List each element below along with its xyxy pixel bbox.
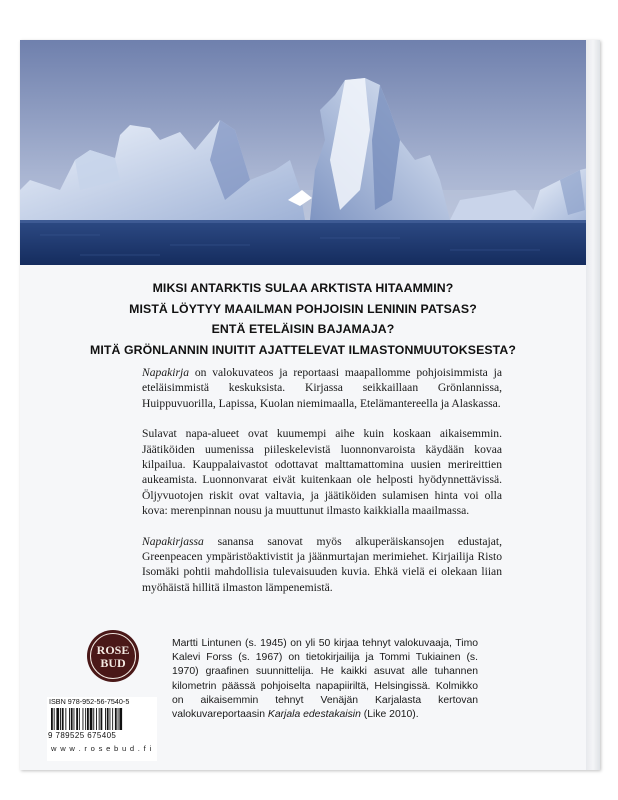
- barcode-bar: [83, 708, 84, 730]
- barcode-bar: [112, 708, 113, 730]
- logo-line-1: ROSE: [96, 643, 130, 657]
- isbn-label: ISBN 978-952-56-7540-5: [49, 697, 130, 706]
- spine-edge: [586, 40, 600, 770]
- barcode-bar: [60, 708, 61, 730]
- barcode-bar: [62, 708, 64, 730]
- barcode-bars: [51, 708, 151, 732]
- barcode-bar: [74, 708, 75, 730]
- barcode-bar: [69, 708, 70, 730]
- barcode-bar: [93, 708, 94, 730]
- logo-line-2: BUD: [100, 656, 126, 670]
- barcode-bar: [110, 708, 111, 730]
- barcode-number: 9 789525 675405: [48, 731, 117, 740]
- barcode-bar: [79, 708, 80, 730]
- book-title-italic: Napakirja: [142, 366, 190, 379]
- book-back-cover: [20, 40, 600, 770]
- cover-photo: [20, 40, 600, 265]
- previous-book-title: Karjala edestakaisin: [267, 709, 361, 721]
- barcode-bar: [105, 708, 106, 730]
- barcode-bar: [51, 708, 53, 730]
- barcode-bar: [71, 708, 73, 730]
- barcode-bar: [115, 708, 117, 730]
- question-line: MIKSI ANTARKTIS SULAA ARKTISTA HITAAMMIN?: [152, 281, 454, 295]
- publisher-website: w w w . r o s e b u d . f i: [51, 744, 152, 753]
- question-line: MISTÄ LÖYTYY MAAILMAN POHJOISIN LENININ PATSAS?: [129, 301, 477, 316]
- barcode-bar: [54, 708, 55, 730]
- barcode-bar: [96, 708, 97, 730]
- barcode-bar: [118, 708, 119, 730]
- barcode-bar: [87, 708, 89, 730]
- barcode-bar: [99, 708, 100, 730]
- blurb-paragraph-2: Sulavat napa-alueet ovat kuumempi aihe kuin koskaan aikaisemmin. Jäätiköiden uumenissa piileskelevistä luonnonvaroista käydään kovaa kilpailua. Kauppalaivastot odottavat malttamattomina uusien merireittien aukeamista. Luonnonvarat eivät kuitenkaan ole helposti hyödynnettävissä. Öljyvuotojen riskit ovat valtavia, ja jäätiköiden sulamisen hinta voi olla kova: merenpinnan nousu ja muuttunut ilmasto kaikkialla maailmassa.: [142, 427, 502, 518]
- barcode-bar: [107, 708, 109, 730]
- blurb-paragraph-1: Napakirja on valokuvateos ja reportaasi maapallomme pohjoisimmista ja eteläisimmistä keskuksista. Kirjassa seikkaillaan Grönlannissa, Huippuvuorilla, Lapissa, Kuolan niemimaalla, Etelämantereella ja Alaskassa.: [142, 366, 502, 410]
- question-line: ENTÄ ETELÄISIN BAJAMAJA?: [211, 322, 395, 336]
- iceberg-image: [20, 40, 600, 265]
- barcode-bar: [76, 708, 78, 730]
- blurb-paragraph-3: Napakirjassa sanansa sanovat myös alkuperäiskansojen edustajat, Greenpeacen ympäristöaktivistit ja jäänmurtajan merimiehet. Kirjailija Risto Isomäki pohtii mahdollisia tulevaisuuden kuvia. Ehkä vielä ei olekaan liian myöhäistä hillitä ilmaston lämpenemistä.: [142, 534, 502, 594]
- blurb-text: [142, 365, 502, 610]
- book-title-italic: Napakirjassa: [142, 534, 204, 548]
- author-info: Martti Lintunen (s. 1945) on yli 50 kirjaa tehnyt valokuvaaja, Timo Kalevi Forss (s. 1967) on tietokirjailija ja Tommi Tukiainen (s. 1970) graafinen suunnittelija. He kaikki asuvat alle tuhannen kilometrin päässä pohjoiselta napapiiriltä, Helsingissä. Kolmikko on aikaisemmin tehnyt Venäjän Karjalasta kertovan valokuvareportaasin Karjala edestakaisin (Like 2010).: [172, 638, 478, 721]
- barcode-bar: [101, 708, 103, 730]
- barcode-bar: [90, 708, 93, 730]
- teaser-questions: [20, 278, 586, 360]
- barcode-bar: [65, 708, 66, 730]
- barcode-bar: [119, 708, 122, 730]
- question-line: MITÄ GRÖNLANNIN INUITIT AJATTELEVAT ILMASTONMUUTOKSESTA?: [90, 342, 516, 357]
- barcode-bar: [85, 708, 86, 730]
- rosebud-logo: [86, 629, 140, 683]
- barcode-bar: [56, 708, 59, 730]
